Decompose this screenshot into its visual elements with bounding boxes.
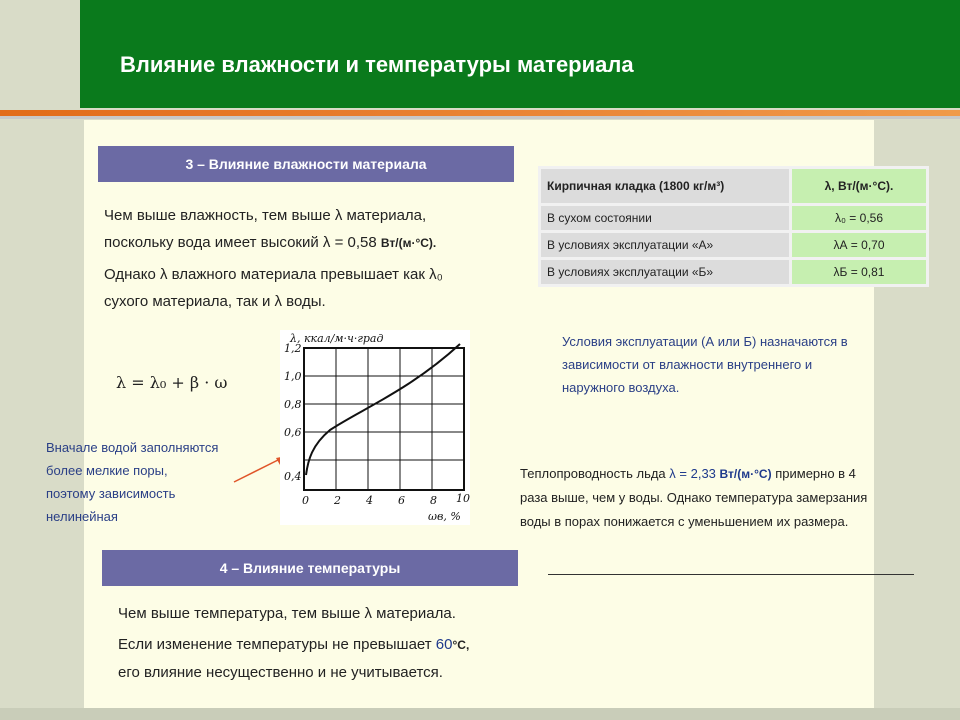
ice-line2: раза выше, чем у воды. Однако температура замерзания	[520, 490, 868, 505]
table-cell-value: λБ = 0,81	[792, 260, 926, 284]
section3-p1-line2-text: поскольку вода имеет высокий λ = 0,58	[104, 234, 377, 251]
ice-unit: Вт/(м·°С)	[719, 467, 772, 481]
table-header-material: Кирпичная кладка (1800 кг/м³)	[541, 169, 789, 203]
note-left-line2: более мелкие поры,	[46, 463, 168, 478]
note-right-line2: зависимости от влажности внутреннего и	[562, 357, 813, 372]
section4-line2	[118, 631, 558, 659]
note-left-line4: нелинейная	[46, 509, 118, 524]
section4-temp-value: 60	[435, 636, 453, 653]
section3-p1-line1: Чем выше влажность, тем выше λ материала,	[104, 207, 427, 224]
graph-ytick: 0,8	[284, 398, 302, 411]
graph-xtick: 8	[430, 494, 437, 507]
divider-line	[0, 116, 960, 119]
left-stripe	[0, 0, 80, 720]
graph-xtick: 10	[456, 492, 470, 505]
graph-ytick: 1,2	[284, 342, 302, 355]
graph-xtick: 6	[398, 494, 405, 507]
table-cell-value: λА = 0,70	[792, 233, 926, 257]
note-right	[562, 330, 902, 399]
ice-line1	[520, 462, 940, 486]
section4-title: 4 – Влияние температуры	[102, 550, 518, 586]
graph-ytick: 1,0	[284, 370, 302, 383]
bottom-strip	[0, 708, 960, 720]
note-left-line1: Вначале водой заполняются	[46, 440, 219, 455]
table-row	[541, 233, 926, 257]
graph-ytick: 0,4	[284, 470, 302, 483]
header-bar	[80, 0, 960, 108]
table-cell-condition: В условиях эксплуатации «А»	[541, 233, 789, 257]
section4-temp-unit: °С,	[452, 638, 470, 652]
section4-line2-pre: Если изменение температуры не превышает	[118, 636, 432, 653]
graph-grid	[304, 348, 464, 490]
note-right-line3: наружного воздуха.	[562, 380, 680, 395]
section4-text	[118, 600, 558, 686]
moisture-graph	[280, 330, 470, 525]
ice-line1-post: примерно в 4	[775, 466, 856, 481]
graph-curve	[306, 344, 460, 475]
section3-title: 3 – Влияние влажности материала	[98, 146, 514, 182]
separator-line	[548, 574, 914, 575]
section4-line3: его влияние несущественно и не учитывается.	[118, 664, 443, 681]
table-cell-condition: В сухом состоянии	[541, 206, 789, 230]
graph-xtick: 0	[302, 494, 309, 507]
note-left-line3: поэтому зависимость	[46, 486, 176, 501]
graph-frame	[304, 348, 464, 490]
page-title: Влияние влажности и температуры материала	[120, 52, 634, 77]
section4-line1: Чем выше температура, тем выше λ материала.	[118, 605, 456, 622]
section3-p1-line2	[104, 229, 524, 257]
ice-line3: воды в порах понижается с уменьшением их размера.	[520, 514, 849, 529]
table-header-lambda: λ, Вт/(м·°С).	[792, 169, 926, 203]
ice-text	[520, 462, 940, 534]
graph-ylabel: λ, ккал/м·ч·град	[290, 332, 384, 345]
graph-xtick: 2	[334, 494, 341, 507]
section3-p1-unit: Вт/(м·°С).	[380, 236, 437, 250]
graph-ytick: 0,6	[284, 426, 302, 439]
graph-svg	[280, 330, 470, 525]
table-row	[541, 206, 926, 230]
ice-line1-pre: Теплопроводность льда	[520, 466, 666, 481]
properties-table	[538, 166, 929, 287]
section3-p2-line2: сухого материала, так и λ воды.	[104, 293, 326, 310]
graph-xlabel: ωв, %	[428, 510, 461, 523]
note-right-line1: Условия эксплуатации (А или Б) назначаются в	[562, 334, 848, 349]
table-cell-condition: В условиях эксплуатации «Б»	[541, 260, 789, 284]
graph-xtick: 4	[366, 494, 373, 507]
table-row	[541, 260, 926, 284]
formula: λ = λ₀ + β · ω	[116, 373, 228, 392]
section3-text	[104, 202, 524, 315]
table-header-row	[541, 169, 926, 203]
table-cell-value: λ₀ = 0,56	[792, 206, 926, 230]
ice-lambda: λ = 2,33	[669, 466, 716, 481]
section3-p2-line1: Однако λ влажного материала превышает как λ₀	[104, 266, 443, 283]
